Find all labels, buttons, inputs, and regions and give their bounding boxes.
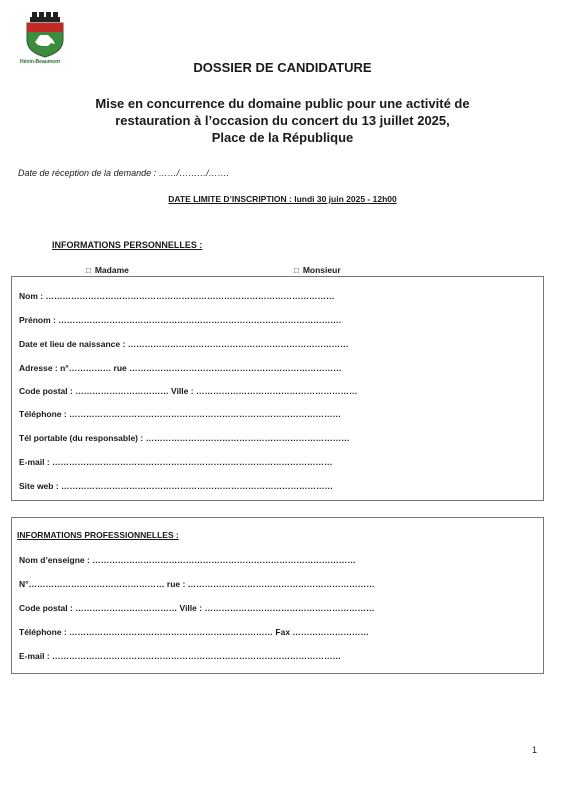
checkbox-icon[interactable]: □ xyxy=(86,266,91,275)
option-monsieur-label: Monsieur xyxy=(302,265,341,275)
subtitle-line: Place de la République xyxy=(211,130,354,145)
option-madame-label: Madame xyxy=(94,265,129,275)
professional-info-heading: INFORMATIONS PROFESSIONNELLES : xyxy=(17,530,179,540)
field-pro-postal-city[interactable]: Code postal : ……………………………… Ville : …………………………………………………… xyxy=(19,603,375,613)
document-title: DOSSIER DE CANDIDATURE xyxy=(193,60,372,75)
document-subtitle xyxy=(40,95,525,146)
personal-info-heading: INFORMATIONS PERSONNELLES : xyxy=(52,240,203,250)
subtitle-line: Mise en concurrence du domaine public pour une activité de xyxy=(95,96,470,111)
personal-info-box xyxy=(11,276,544,501)
reception-date-line: Date de réception de la demande : ……/………/……. xyxy=(18,168,230,178)
field-prenom[interactable]: Prénom : ………………………………………………………………………………………. xyxy=(19,315,342,325)
field-mobile[interactable]: Tél portable (du responsable) : ……………………………………………………………… xyxy=(19,433,350,443)
field-pro-email[interactable]: E-mail : ………………………………………………………………………………………… xyxy=(19,651,342,661)
field-email[interactable]: E-mail : ……………………………………………………………………………………… xyxy=(19,457,333,467)
option-monsieur[interactable] xyxy=(294,265,341,275)
field-birth[interactable]: Date et lieu de naissance : …………………………………………………………………… xyxy=(19,339,349,349)
logo-caption: Hénin-Beaumont xyxy=(20,59,60,65)
professional-info-box xyxy=(11,517,544,674)
page-number: 1 xyxy=(532,745,538,755)
field-street[interactable]: N°………………………………………… rue : ………………………………………………………… xyxy=(19,579,375,589)
checkbox-icon[interactable]: □ xyxy=(294,266,299,275)
subtitle-line: restauration à l’occasion du concert du 13 juillet 2025, xyxy=(115,113,450,128)
field-pro-phone-fax[interactable]: Téléphone : ……………………………………………………………… Fax ……………………… xyxy=(19,627,369,637)
field-website[interactable]: Site web : …………………………………………………………………………………… xyxy=(19,481,334,491)
field-phone[interactable]: Téléphone : …………………………………………………………………………………… xyxy=(19,409,342,419)
field-nom[interactable]: Nom : ………………………………………………………………………………………… xyxy=(19,291,335,301)
field-postal-city[interactable]: Code postal : …………………………… Ville : ………………………………………………… xyxy=(19,386,358,396)
field-brand-name[interactable]: Nom d’enseigne : ………………………………………………………………………………… xyxy=(19,555,356,565)
option-madame[interactable] xyxy=(86,265,129,275)
registration-deadline: DATE LIMITE D’INSCRIPTION : lundi 30 juin 2025 - 12h00 xyxy=(168,194,397,204)
field-address[interactable]: Adresse : n°…………… rue ………………………………………………………………… xyxy=(19,363,342,373)
